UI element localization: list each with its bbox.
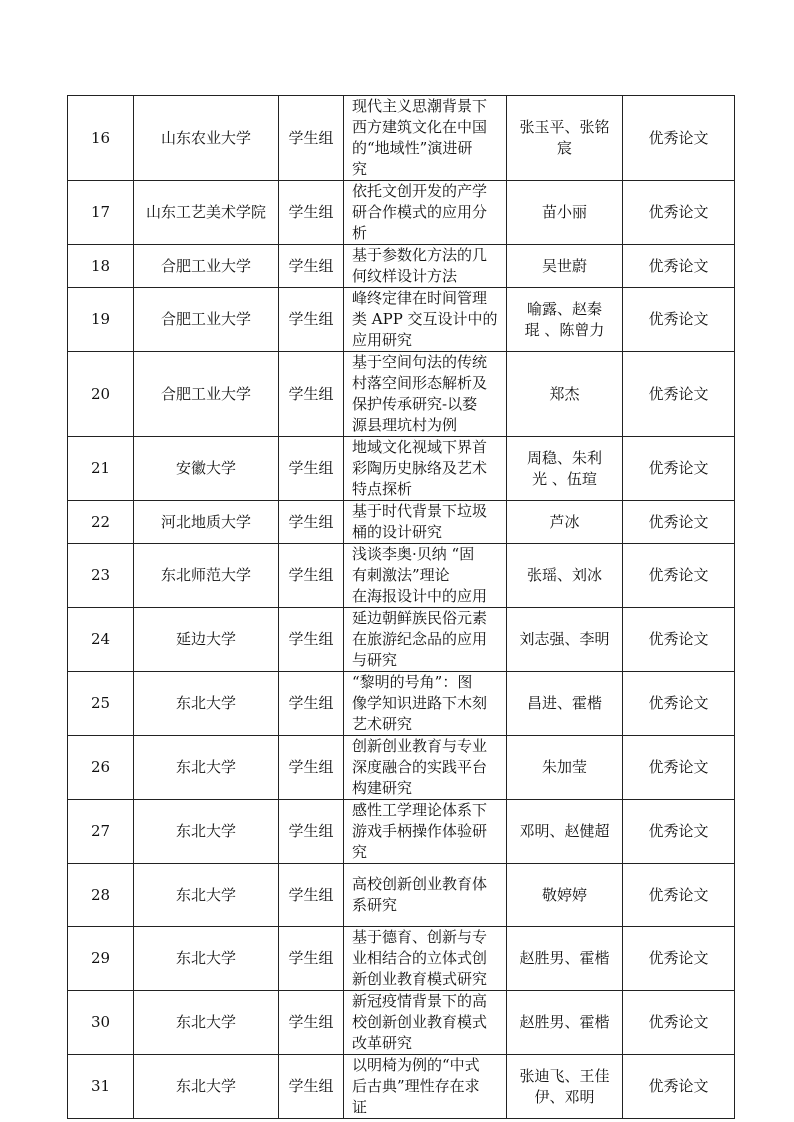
row-number: 18 [68,245,134,288]
paper-title: 基于德育、创新与专 业相结合的立体式创 新创业教育模式研究 [344,927,507,991]
table-row [68,181,735,245]
row-number: 27 [68,800,134,864]
row-number: 22 [68,501,134,544]
group-type: 学生组 [279,437,344,501]
group-type: 学生组 [279,800,344,864]
paper-title: “黎明的号角”：图 像学知识进路下木刻 艺术研究 [344,672,507,736]
paper-title: 新冠疫情背景下的高 校创新创业教育模式 改革研究 [344,991,507,1055]
paper-title: 高校创新创业教育体 系研究 [344,864,507,927]
authors: 刘志强、李明 [507,608,623,672]
school-name: 东北大学 [134,1055,279,1119]
row-number: 23 [68,544,134,608]
group-type: 学生组 [279,245,344,288]
paper-title: 延边朝鲜族民俗元素 在旅游纪念品的应用 与研究 [344,608,507,672]
award-level: 优秀论文 [623,501,735,544]
group-type: 学生组 [279,736,344,800]
table-row [68,245,735,288]
row-number: 21 [68,437,134,501]
group-type: 学生组 [279,608,344,672]
school-name: 山东工艺美术学院 [134,181,279,245]
authors: 苗小丽 [507,181,623,245]
award-level: 优秀论文 [623,437,735,501]
school-name: 河北地质大学 [134,501,279,544]
award-level: 优秀论文 [623,96,735,181]
row-number: 31 [68,1055,134,1119]
authors: 吴世蔚 [507,245,623,288]
authors: 郑杰 [507,352,623,437]
school-name: 东北大学 [134,672,279,736]
table-row [68,608,735,672]
paper-title: 基于空间句法的传统 村落空间形态解析及 保护传承研究-以婺 源县理坑村为例 [344,352,507,437]
group-type: 学生组 [279,501,344,544]
award-level: 优秀论文 [623,544,735,608]
group-type: 学生组 [279,352,344,437]
award-level: 优秀论文 [623,927,735,991]
authors: 赵胜男、霍楷 [507,927,623,991]
school-name: 山东农业大学 [134,96,279,181]
authors: 喻露、赵秦 琨 、陈曾力 [507,288,623,352]
award-level: 优秀论文 [623,736,735,800]
table-row [68,288,735,352]
school-name: 东北大学 [134,736,279,800]
authors: 邓明、赵健超 [507,800,623,864]
school-name: 合肥工业大学 [134,352,279,437]
row-number: 20 [68,352,134,437]
school-name: 安徽大学 [134,437,279,501]
group-type: 学生组 [279,864,344,927]
row-number: 26 [68,736,134,800]
authors: 朱加莹 [507,736,623,800]
group-type: 学生组 [279,991,344,1055]
authors: 芦冰 [507,501,623,544]
row-number: 19 [68,288,134,352]
paper-title: 峰终定律在时间管理 类 APP 交互设计中的 应用研究 [344,288,507,352]
school-name: 东北大学 [134,927,279,991]
table-row [68,991,735,1055]
award-level: 优秀论文 [623,800,735,864]
award-level: 优秀论文 [623,1055,735,1119]
table-row [68,800,735,864]
table-row [68,864,735,927]
award-level: 优秀论文 [623,288,735,352]
authors: 张瑶、刘冰 [507,544,623,608]
row-number: 24 [68,608,134,672]
award-level: 优秀论文 [623,352,735,437]
school-name: 东北大学 [134,991,279,1055]
group-type: 学生组 [279,288,344,352]
school-name: 东北大学 [134,864,279,927]
table-row [68,352,735,437]
paper-title: 创新创业教育与专业 深度融合的实践平台 构建研究 [344,736,507,800]
school-name: 合肥工业大学 [134,245,279,288]
table-row [68,1055,735,1119]
paper-title: 依托文创开发的产学 研合作模式的应用分 析 [344,181,507,245]
row-number: 16 [68,96,134,181]
table-row [68,96,735,181]
authors: 张玉平、张铭 宸 [507,96,623,181]
row-number: 29 [68,927,134,991]
row-number: 17 [68,181,134,245]
school-name: 东北师范大学 [134,544,279,608]
award-level: 优秀论文 [623,672,735,736]
paper-title: 基于时代背景下垃圾 桶的设计研究 [344,501,507,544]
group-type: 学生组 [279,927,344,991]
table-row [68,437,735,501]
awards-table [67,95,735,1119]
table-row [68,927,735,991]
authors: 张迪飞、王佳 伊、邓明 [507,1055,623,1119]
group-type: 学生组 [279,1055,344,1119]
table-row [68,544,735,608]
group-type: 学生组 [279,544,344,608]
table-row [68,501,735,544]
row-number: 30 [68,991,134,1055]
school-name: 延边大学 [134,608,279,672]
table-row [68,736,735,800]
award-level: 优秀论文 [623,245,735,288]
school-name: 东北大学 [134,800,279,864]
paper-title: 基于参数化方法的几 何纹样设计方法 [344,245,507,288]
paper-title: 现代主义思潮背景下 西方建筑文化在中国 的“地域性”演进研 究 [344,96,507,181]
group-type: 学生组 [279,96,344,181]
paper-title: 感性工学理论体系下 游戏手柄操作体验研 究 [344,800,507,864]
authors: 敬婷婷 [507,864,623,927]
paper-title: 浅谈李奥·贝纳 “固 有刺激法”理论 在海报设计中的应用 [344,544,507,608]
school-name: 合肥工业大学 [134,288,279,352]
group-type: 学生组 [279,672,344,736]
awards-table-body [68,96,735,1119]
authors: 周稳、朱利 光 、伍瑄 [507,437,623,501]
row-number: 28 [68,864,134,927]
row-number: 25 [68,672,134,736]
paper-title: 地域文化视域下界首 彩陶历史脉络及艺术 特点探析 [344,437,507,501]
award-level: 优秀论文 [623,608,735,672]
award-level: 优秀论文 [623,181,735,245]
award-level: 优秀论文 [623,864,735,927]
paper-title: 以明椅为例的“中式 后古典”理性存在求 证 [344,1055,507,1119]
authors: 赵胜男、霍楷 [507,991,623,1055]
authors: 昌进、霍楷 [507,672,623,736]
group-type: 学生组 [279,181,344,245]
table-row [68,672,735,736]
award-level: 优秀论文 [623,991,735,1055]
